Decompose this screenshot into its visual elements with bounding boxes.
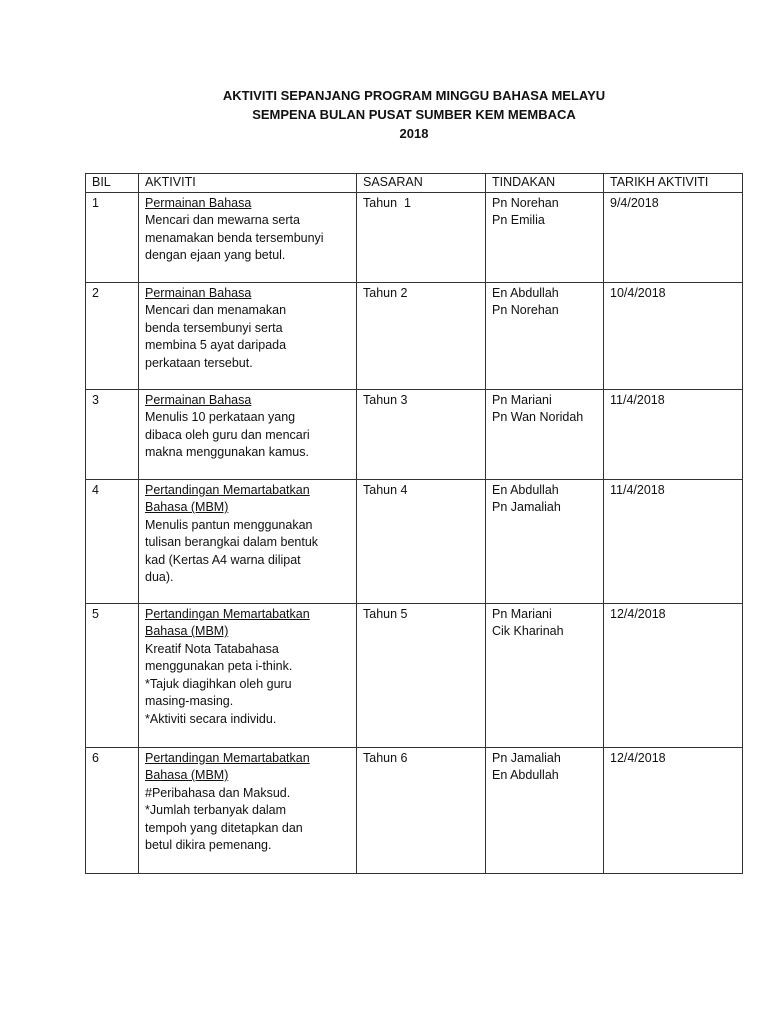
cell-aktiviti [139,479,357,603]
activity-description-line: betul dikira pemenang. [145,838,272,852]
table-body [86,192,743,873]
cell-tarikh: 11/4/2018 [604,479,743,603]
activity-description-line: dibaca oleh guru dan mencari [145,427,310,442]
table-row [86,603,743,747]
cell-tindakan [486,282,604,389]
cell-sasaran: Tahun 5 [357,603,486,747]
table-row [86,192,743,282]
activity-description-line: Mencari dan menamakan [145,303,287,317]
cell-bil: 5 [86,603,139,747]
person-name: Pn Mariani [492,392,552,407]
activity-title: Pertandingan Memartabatkan [145,750,310,765]
activity-description-line: tulisan berangkai dalam bentuk [145,535,319,549]
table-row [86,479,743,603]
activity-title: Permainan Bahasa [145,195,252,210]
activity-description-line: Mencari dan mewarna serta [145,213,300,227]
table-row [86,747,743,873]
header-sasaran: SASARAN [357,174,486,193]
person-name: En Abdullah [492,482,559,497]
activity-description-line: *Jumlah terbanyak dalam [145,803,287,817]
header-bil: BIL [86,174,139,193]
person-name: Pn Wan Noridah [492,410,584,424]
person-name: Pn Norehan [492,303,559,317]
activity-description-line: benda tersembunyi serta [145,320,283,335]
cell-tindakan [486,389,604,479]
cell-aktiviti [139,282,357,389]
cell-aktiviti [139,389,357,479]
activity-title: Pertandingan Memartabatkan [145,606,310,621]
activity-title: Permainan Bahasa [145,285,252,300]
cell-tarikh: 12/4/2018 [604,747,743,873]
cell-tindakan [486,747,604,873]
person-name: Pn Norehan [492,195,559,210]
activity-description-line: makna menggunakan kamus. [145,445,309,459]
cell-tarikh: 11/4/2018 [604,389,743,479]
table-header-row [86,174,743,193]
cell-bil: 2 [86,282,139,389]
person-name: Pn Emilia [492,213,545,227]
activity-description-line: dengan ejaan yang betul. [145,248,286,262]
cell-tarikh: 10/4/2018 [604,282,743,389]
header-tarikh: TARIKH AKTIVITI [604,174,743,193]
cell-tindakan [486,192,604,282]
activity-title: Bahasa (MBM) [145,624,229,638]
activity-description-line: Kreatif Nota Tatabahasa [145,641,279,656]
cell-tindakan [486,479,604,603]
activity-title: Permainan Bahasa [145,392,252,407]
cell-bil: 6 [86,747,139,873]
cell-sasaran: Tahun 3 [357,389,486,479]
person-name: Pn Mariani [492,606,552,621]
activity-description-line: tempoh yang ditetapkan dan [145,820,303,835]
cell-sasaran: Tahun 2 [357,282,486,389]
title-line-1: AKTIVITI SEPANJANG PROGRAM MINGGU BAHASA MELAYU [222,88,606,103]
title-line-3: 2018 [399,126,429,141]
person-name: Pn Jamaliah [492,750,561,765]
activity-description-line: kad (Kertas A4 warna dilipat [145,552,301,567]
activity-description-line: dua). [145,570,174,584]
table-row [86,389,743,479]
cell-tarikh: 12/4/2018 [604,603,743,747]
cell-tindakan [486,603,604,747]
activity-description-line: #Peribahasa dan Maksud. [145,785,291,800]
activity-table [85,173,743,874]
person-name: Pn Jamaliah [492,500,561,514]
cell-aktiviti [139,747,357,873]
activity-description-line: Menulis 10 perkataan yang [145,410,296,424]
cell-bil: 3 [86,389,139,479]
cell-sasaran: Tahun 1 [357,192,486,282]
table-row [86,282,743,389]
cell-sasaran: Tahun 4 [357,479,486,603]
person-name: En Abdullah [492,285,559,300]
cell-tarikh: 9/4/2018 [604,192,743,282]
activity-description-line: Menulis pantun menggunakan [145,517,313,532]
header-aktiviti: AKTIVITI [139,174,357,193]
activity-title: Pertandingan Memartabatkan [145,482,310,497]
activity-description-line: *Tajuk diagihkan oleh guru [145,676,292,691]
cell-aktiviti [139,603,357,747]
person-name: En Abdullah [492,768,559,782]
activity-description-line: perkataan tersebut. [145,355,253,370]
activity-description-line: masing-masing. [145,694,234,708]
activity-title: Bahasa (MBM) [145,768,229,782]
cell-aktiviti [139,192,357,282]
activity-description-line: membina 5 ayat daripada [145,338,287,352]
person-name: Cik Kharinah [492,624,564,638]
activity-description-line: *Aktiviti secara individu. [145,711,277,726]
cell-bil: 1 [86,192,139,282]
cell-bil: 4 [86,479,139,603]
activity-title: Bahasa (MBM) [145,500,229,514]
cell-sasaran: Tahun 6 [357,747,486,873]
activity-description-line: menamakan benda tersembunyi [145,230,324,245]
title-line-2: SEMPENA BULAN PUSAT SUMBER KEM MEMBACA [252,107,576,122]
header-tindakan: TINDAKAN [486,174,604,193]
activity-description-line: menggunakan peta i-think. [145,659,293,673]
document-title [0,86,768,143]
